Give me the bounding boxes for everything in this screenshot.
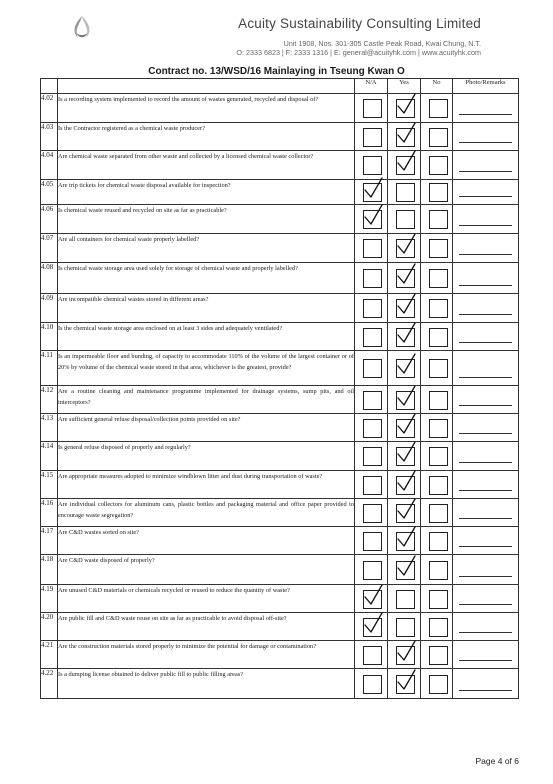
company-logo: [52, 12, 112, 50]
item-number: 4.03: [41, 123, 58, 151]
table-row: [41, 499, 519, 527]
no-checkbox[interactable]: [429, 391, 448, 410]
remarks-line: [459, 314, 512, 315]
item-number: 4.10: [41, 323, 58, 351]
check-icon: [362, 204, 384, 228]
no-checkbox[interactable]: [429, 419, 448, 438]
table-row: [41, 263, 519, 294]
check-icon: [395, 322, 417, 346]
remarks-line: [459, 576, 512, 577]
item-number: 4.18: [41, 555, 58, 585]
no-cell: [421, 613, 453, 641]
no-cell: [421, 205, 453, 234]
table-row: [41, 234, 519, 263]
na-checkbox[interactable]: [363, 239, 382, 258]
question-text: Are C&D waste disposed of properly?: [58, 555, 355, 585]
item-number: 4.05: [41, 180, 58, 205]
remarks-line: [459, 660, 512, 661]
yes-cell: [388, 613, 421, 641]
check-icon: [395, 498, 417, 522]
no-checkbox[interactable]: [429, 476, 448, 495]
yes-cell: [388, 151, 421, 180]
table-row: [41, 323, 519, 351]
na-cell: [355, 585, 388, 613]
yes-cell: [388, 669, 421, 699]
remarks-cell[interactable]: [453, 414, 519, 442]
yes-cell: [388, 641, 421, 669]
yes-checkbox[interactable]: [396, 269, 415, 288]
header-na: N/A: [355, 79, 388, 94]
na-checkbox[interactable]: [363, 328, 382, 347]
remarks-line: [459, 518, 512, 519]
na-cell: [355, 527, 388, 555]
no-cell: [421, 386, 453, 414]
yes-cell: [388, 94, 421, 123]
check-icon: [395, 669, 417, 693]
yes-checkbox[interactable]: [396, 359, 415, 378]
na-cell: [355, 351, 388, 386]
na-cell: [355, 414, 388, 442]
na-checkbox[interactable]: [363, 128, 382, 147]
remarks-cell[interactable]: [453, 585, 519, 613]
yes-cell: [388, 263, 421, 294]
table-row: [41, 442, 519, 471]
remarks-line: [459, 490, 512, 491]
table-row: [41, 123, 519, 151]
header-remarks: Photo/Remarks: [453, 79, 519, 94]
remarks-line: [459, 142, 512, 143]
remarks-line: [459, 196, 512, 197]
check-icon: [395, 385, 417, 409]
no-cell: [421, 323, 453, 351]
question-text: Are unused C&D materials or chemicals recycled or reused to reduce the quantity of waste?: [58, 585, 355, 613]
check-icon: [362, 612, 384, 636]
check-icon: [395, 640, 417, 664]
no-checkbox[interactable]: [429, 675, 448, 694]
na-cell: [355, 641, 388, 669]
na-cell: [355, 669, 388, 699]
no-cell: [421, 585, 453, 613]
yes-checkbox[interactable]: [396, 299, 415, 318]
remarks-cell[interactable]: [453, 351, 519, 386]
check-icon: [395, 353, 417, 377]
remarks-line: [459, 546, 512, 547]
check-icon: [395, 122, 417, 146]
no-cell: [421, 294, 453, 323]
question-text: Are a routine cleaning and maintenance programme implemented for drainage systems, sump pits, and oil interceptors?: [58, 386, 355, 414]
remarks-cell[interactable]: [453, 555, 519, 585]
remarks-line: [459, 632, 512, 633]
remarks-cell[interactable]: [453, 613, 519, 641]
remarks-cell[interactable]: [453, 94, 519, 123]
yes-cell: [388, 123, 421, 151]
no-checkbox[interactable]: [429, 328, 448, 347]
question-text: Is an impermeable floor and bunding, of capacity to accommodate 110% of the volume of the largest container or of 20% by volume of the chemical waste stored in that area, whichever is the greatest, provide?: [58, 351, 355, 386]
na-checkbox[interactable]: [363, 532, 382, 551]
header-no: No: [421, 79, 453, 94]
table-header-row: [41, 79, 519, 94]
no-checkbox[interactable]: [429, 359, 448, 378]
item-number: 4.21: [41, 641, 58, 669]
yes-cell: [388, 471, 421, 499]
remarks-line: [459, 690, 512, 691]
yes-checkbox[interactable]: [396, 419, 415, 438]
remarks-cell[interactable]: [453, 263, 519, 294]
table-row: [41, 205, 519, 234]
na-checkbox[interactable]: [363, 99, 382, 118]
yes-checkbox[interactable]: [396, 447, 415, 466]
question-text: Are the construction materials stored properly to minimize the potential for damage or contamination?: [58, 641, 355, 669]
yes-cell: [388, 205, 421, 234]
na-cell: [355, 613, 388, 641]
yes-cell: [388, 234, 421, 263]
yes-cell: [388, 499, 421, 527]
check-icon: [395, 263, 417, 287]
na-cell: [355, 471, 388, 499]
yes-cell: [388, 294, 421, 323]
question-text: Are sufficient general refuse disposal/collection points provided on site?: [58, 414, 355, 442]
no-checkbox[interactable]: [429, 299, 448, 318]
question-text: Is the Contractor registered as a chemical waste producer?: [58, 123, 355, 151]
no-checkbox[interactable]: [429, 646, 448, 665]
check-icon: [395, 470, 417, 494]
no-checkbox[interactable]: [429, 561, 448, 580]
checklist-table: [40, 78, 519, 699]
item-number: 4.12: [41, 386, 58, 414]
question-text: Is general refuse disposed of properly and regularly?: [58, 442, 355, 471]
na-checkbox[interactable]: [363, 299, 382, 318]
item-number: 4.17: [41, 527, 58, 555]
table-row: [41, 294, 519, 323]
na-checkbox[interactable]: [363, 359, 382, 378]
na-checkbox[interactable]: [363, 183, 382, 202]
yes-checkbox[interactable]: [396, 561, 415, 580]
remarks-cell[interactable]: [453, 234, 519, 263]
yes-checkbox[interactable]: [396, 183, 415, 202]
item-number: 4.22: [41, 669, 58, 699]
remarks-cell[interactable]: [453, 499, 519, 527]
remarks-line: [459, 342, 512, 343]
table-row: [41, 641, 519, 669]
no-cell: [421, 123, 453, 151]
no-checkbox[interactable]: [429, 269, 448, 288]
question-text: Are appropriate measures adopted to minimize windblown litter and dust during transportation of waste?: [58, 471, 355, 499]
na-cell: [355, 180, 388, 205]
item-number: 4.15: [41, 471, 58, 499]
yes-cell: [388, 414, 421, 442]
no-checkbox[interactable]: [429, 618, 448, 637]
na-cell: [355, 234, 388, 263]
company-address: Unit 1908, Nos. 301-305 Castle Peak Road, Kwai Chung, N.T.: [283, 39, 481, 48]
yes-checkbox[interactable]: [396, 618, 415, 637]
yes-checkbox[interactable]: [396, 391, 415, 410]
no-checkbox[interactable]: [429, 99, 448, 118]
item-number: 4.07: [41, 234, 58, 263]
table-row: [41, 613, 519, 641]
na-cell: [355, 555, 388, 585]
question-text: Are C&D wastes sorted on site?: [58, 527, 355, 555]
na-cell: [355, 151, 388, 180]
table-row: [41, 527, 519, 555]
remarks-line: [459, 254, 512, 255]
header-blank-question: [58, 79, 355, 94]
yes-cell: [388, 180, 421, 205]
remarks-line: [459, 171, 512, 172]
remarks-line: [459, 114, 512, 115]
na-cell: [355, 263, 388, 294]
no-cell: [421, 499, 453, 527]
question-text: Are all containers for chemical waste properly labelled?: [58, 234, 355, 263]
no-cell: [421, 527, 453, 555]
header-blank-no: [41, 79, 58, 94]
na-cell: [355, 386, 388, 414]
no-cell: [421, 151, 453, 180]
item-number: 4.13: [41, 414, 58, 442]
remarks-cell[interactable]: [453, 180, 519, 205]
yes-checkbox[interactable]: [396, 239, 415, 258]
table-row: [41, 151, 519, 180]
yes-cell: [388, 527, 421, 555]
remarks-cell[interactable]: [453, 123, 519, 151]
no-cell: [421, 180, 453, 205]
no-checkbox[interactable]: [429, 156, 448, 175]
table-row: [41, 180, 519, 205]
na-checkbox[interactable]: [363, 447, 382, 466]
question-text: Is chemical waste storage area used solely for storage of chemical waste and properly labelled?: [58, 263, 355, 294]
yes-checkbox[interactable]: [396, 590, 415, 609]
na-checkbox[interactable]: [363, 561, 382, 580]
item-number: 4.04: [41, 151, 58, 180]
no-checkbox[interactable]: [429, 210, 448, 229]
remarks-cell[interactable]: [453, 471, 519, 499]
table-row: [41, 555, 519, 585]
check-icon: [395, 150, 417, 174]
no-cell: [421, 351, 453, 386]
item-number: 4.14: [41, 442, 58, 471]
question-text: Is the chemical waste storage area enclosed on at least 3 sides and adequately ventilated?: [58, 323, 355, 351]
table-row: [41, 386, 519, 414]
table-row: [41, 94, 519, 123]
item-number: 4.08: [41, 263, 58, 294]
yes-cell: [388, 351, 421, 386]
remarks-cell[interactable]: [453, 323, 519, 351]
yes-checkbox[interactable]: [396, 128, 415, 147]
yes-checkbox[interactable]: [396, 99, 415, 118]
no-cell: [421, 234, 453, 263]
yes-checkbox[interactable]: [396, 532, 415, 551]
remarks-line: [459, 285, 512, 286]
check-icon: [362, 177, 384, 201]
table-row: [41, 585, 519, 613]
na-checkbox[interactable]: [363, 504, 382, 523]
yes-cell: [388, 323, 421, 351]
remarks-line: [459, 604, 512, 605]
no-cell: [421, 94, 453, 123]
remarks-line: [459, 433, 512, 434]
remarks-cell[interactable]: [453, 386, 519, 414]
na-checkbox[interactable]: [363, 590, 382, 609]
no-cell: [421, 555, 453, 585]
item-number: 4.20: [41, 613, 58, 641]
yes-cell: [388, 555, 421, 585]
na-checkbox[interactable]: [363, 156, 382, 175]
remarks-cell[interactable]: [453, 641, 519, 669]
check-icon: [395, 555, 417, 579]
no-checkbox[interactable]: [429, 183, 448, 202]
yes-cell: [388, 386, 421, 414]
remarks-cell[interactable]: [453, 669, 519, 699]
item-number: 4.16: [41, 499, 58, 527]
question-text: Are public fill and C&D waste reuse on site as far as practicable to avoid disposal off-site?: [58, 613, 355, 641]
na-checkbox[interactable]: [363, 391, 382, 410]
na-cell: [355, 294, 388, 323]
yes-checkbox[interactable]: [396, 476, 415, 495]
no-cell: [421, 414, 453, 442]
na-cell: [355, 323, 388, 351]
no-cell: [421, 471, 453, 499]
table-row: [41, 351, 519, 386]
yes-cell: [388, 442, 421, 471]
na-checkbox[interactable]: [363, 646, 382, 665]
no-checkbox[interactable]: [429, 532, 448, 551]
question-text: Are incompatible chemical wastes stored in different areas?: [58, 294, 355, 323]
yes-checkbox[interactable]: [396, 210, 415, 229]
check-icon: [395, 233, 417, 257]
company-contact: O: 2333 6823 | F: 2333 1316 | E: general@acuityhk.com | www.acuityhk.com: [236, 48, 481, 57]
na-checkbox[interactable]: [363, 269, 382, 288]
no-cell: [421, 263, 453, 294]
question-text: Is chemical waste reused and recycled on site as far as practicable?: [58, 205, 355, 234]
item-number: 4.19: [41, 585, 58, 613]
yes-checkbox[interactable]: [396, 504, 415, 523]
table-row: [41, 669, 519, 699]
na-checkbox[interactable]: [363, 618, 382, 637]
no-checkbox[interactable]: [429, 590, 448, 609]
question-text: Is a dumping license obtained to deliver public fill to public filling areas?: [58, 669, 355, 699]
no-checkbox[interactable]: [429, 447, 448, 466]
check-icon: [395, 526, 417, 550]
remarks-cell[interactable]: [453, 205, 519, 234]
yes-checkbox[interactable]: [396, 156, 415, 175]
remarks-cell[interactable]: [453, 294, 519, 323]
no-checkbox[interactable]: [429, 128, 448, 147]
na-cell: [355, 205, 388, 234]
check-icon: [395, 441, 417, 465]
no-checkbox[interactable]: [429, 504, 448, 523]
na-cell: [355, 123, 388, 151]
item-number: 4.11: [41, 351, 58, 386]
item-number: 4.06: [41, 205, 58, 234]
check-icon: [395, 413, 417, 437]
yes-checkbox[interactable]: [396, 328, 415, 347]
na-checkbox[interactable]: [363, 419, 382, 438]
yes-checkbox[interactable]: [396, 646, 415, 665]
remarks-cell[interactable]: [453, 442, 519, 471]
remarks-line: [459, 225, 512, 226]
question-text: Are trip tickets for chemical waste disposal available for inspection?: [58, 180, 355, 205]
na-checkbox[interactable]: [363, 675, 382, 694]
table-row: [41, 471, 519, 499]
remarks-cell[interactable]: [453, 527, 519, 555]
na-checkbox[interactable]: [363, 476, 382, 495]
question-text: Is a recording system implemented to record the amount of wastes generated, recycled and disposal of?: [58, 94, 355, 123]
item-number: 4.02: [41, 94, 58, 123]
no-checkbox[interactable]: [429, 239, 448, 258]
contract-title: Contract no. 13/WSD/16 Mainlaying in Tseung Kwan O: [148, 66, 405, 77]
company-name: Acuity Sustainability Consulting Limited: [238, 16, 481, 31]
no-cell: [421, 669, 453, 699]
yes-cell: [388, 585, 421, 613]
check-icon: [395, 93, 417, 117]
remarks-line: [459, 462, 512, 463]
remarks-line: [459, 405, 512, 406]
question-text: Are individual collectors for aluminum cans, plastic bottles and packaging material and office paper provided to encourage waste segregation?: [58, 499, 355, 527]
no-cell: [421, 641, 453, 669]
na-cell: [355, 442, 388, 471]
question-text: Are chemical waste separated from other waste and collected by a licensed chemical waste collector?: [58, 151, 355, 180]
remarks-cell[interactable]: [453, 151, 519, 180]
check-icon: [362, 584, 384, 608]
no-cell: [421, 442, 453, 471]
remarks-line: [459, 377, 512, 378]
check-icon: [395, 293, 417, 317]
page-number: Page 4 of 6: [475, 756, 519, 766]
na-cell: [355, 94, 388, 123]
na-cell: [355, 499, 388, 527]
header-yes: Yes: [388, 79, 421, 94]
yes-checkbox[interactable]: [396, 675, 415, 694]
item-number: 4.09: [41, 294, 58, 323]
table-row: [41, 414, 519, 442]
na-checkbox[interactable]: [363, 210, 382, 229]
